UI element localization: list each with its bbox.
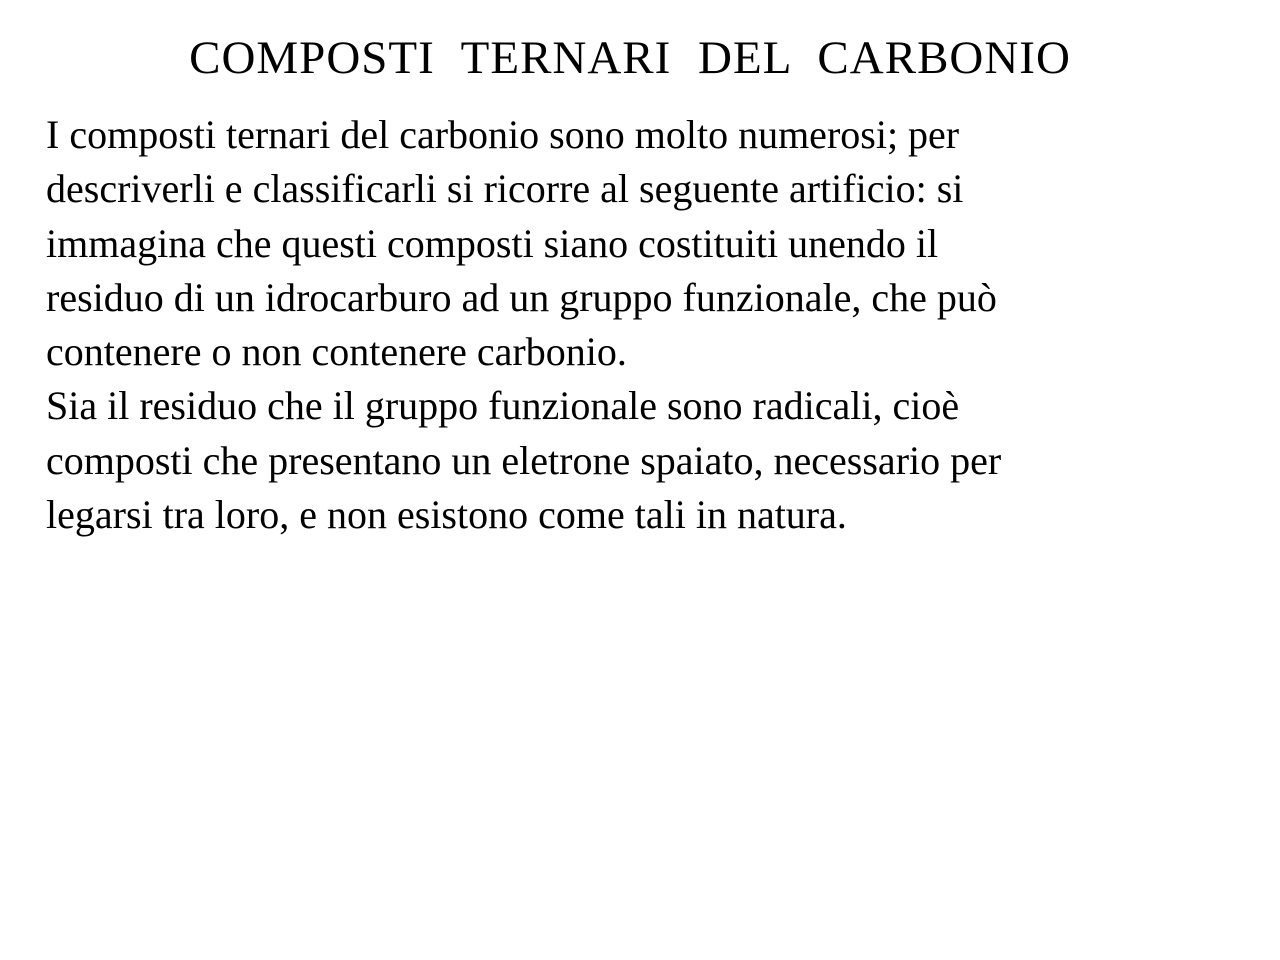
body-line: I composti ternari del carbonio sono molto numerosi; per (46, 112, 960, 157)
body-line: descriverli e classificarli si ricorre al seguente artificio: si (46, 166, 964, 212)
body-line: contenere o non contenere carbonio. (46, 329, 627, 375)
body-line: residuo di un idrocarburo ad un gruppo funzionale, che può (46, 274, 997, 320)
slide-title: COMPOSTI TERNARI DEL CARBONIO (189, 32, 1071, 84)
slide-body-text (46, 108, 1256, 542)
body-line: immagina che questi composti siano costituiti unendo il (46, 220, 939, 266)
body-line: legarsi tra loro, e non esistono come tali in natura. (46, 492, 847, 538)
body-line: Sia il residuo che il gruppo funzionale sono radicali, cioè (46, 383, 960, 429)
body-line: composti che presentano un eletrone spaiato, necessario per (46, 437, 1002, 483)
